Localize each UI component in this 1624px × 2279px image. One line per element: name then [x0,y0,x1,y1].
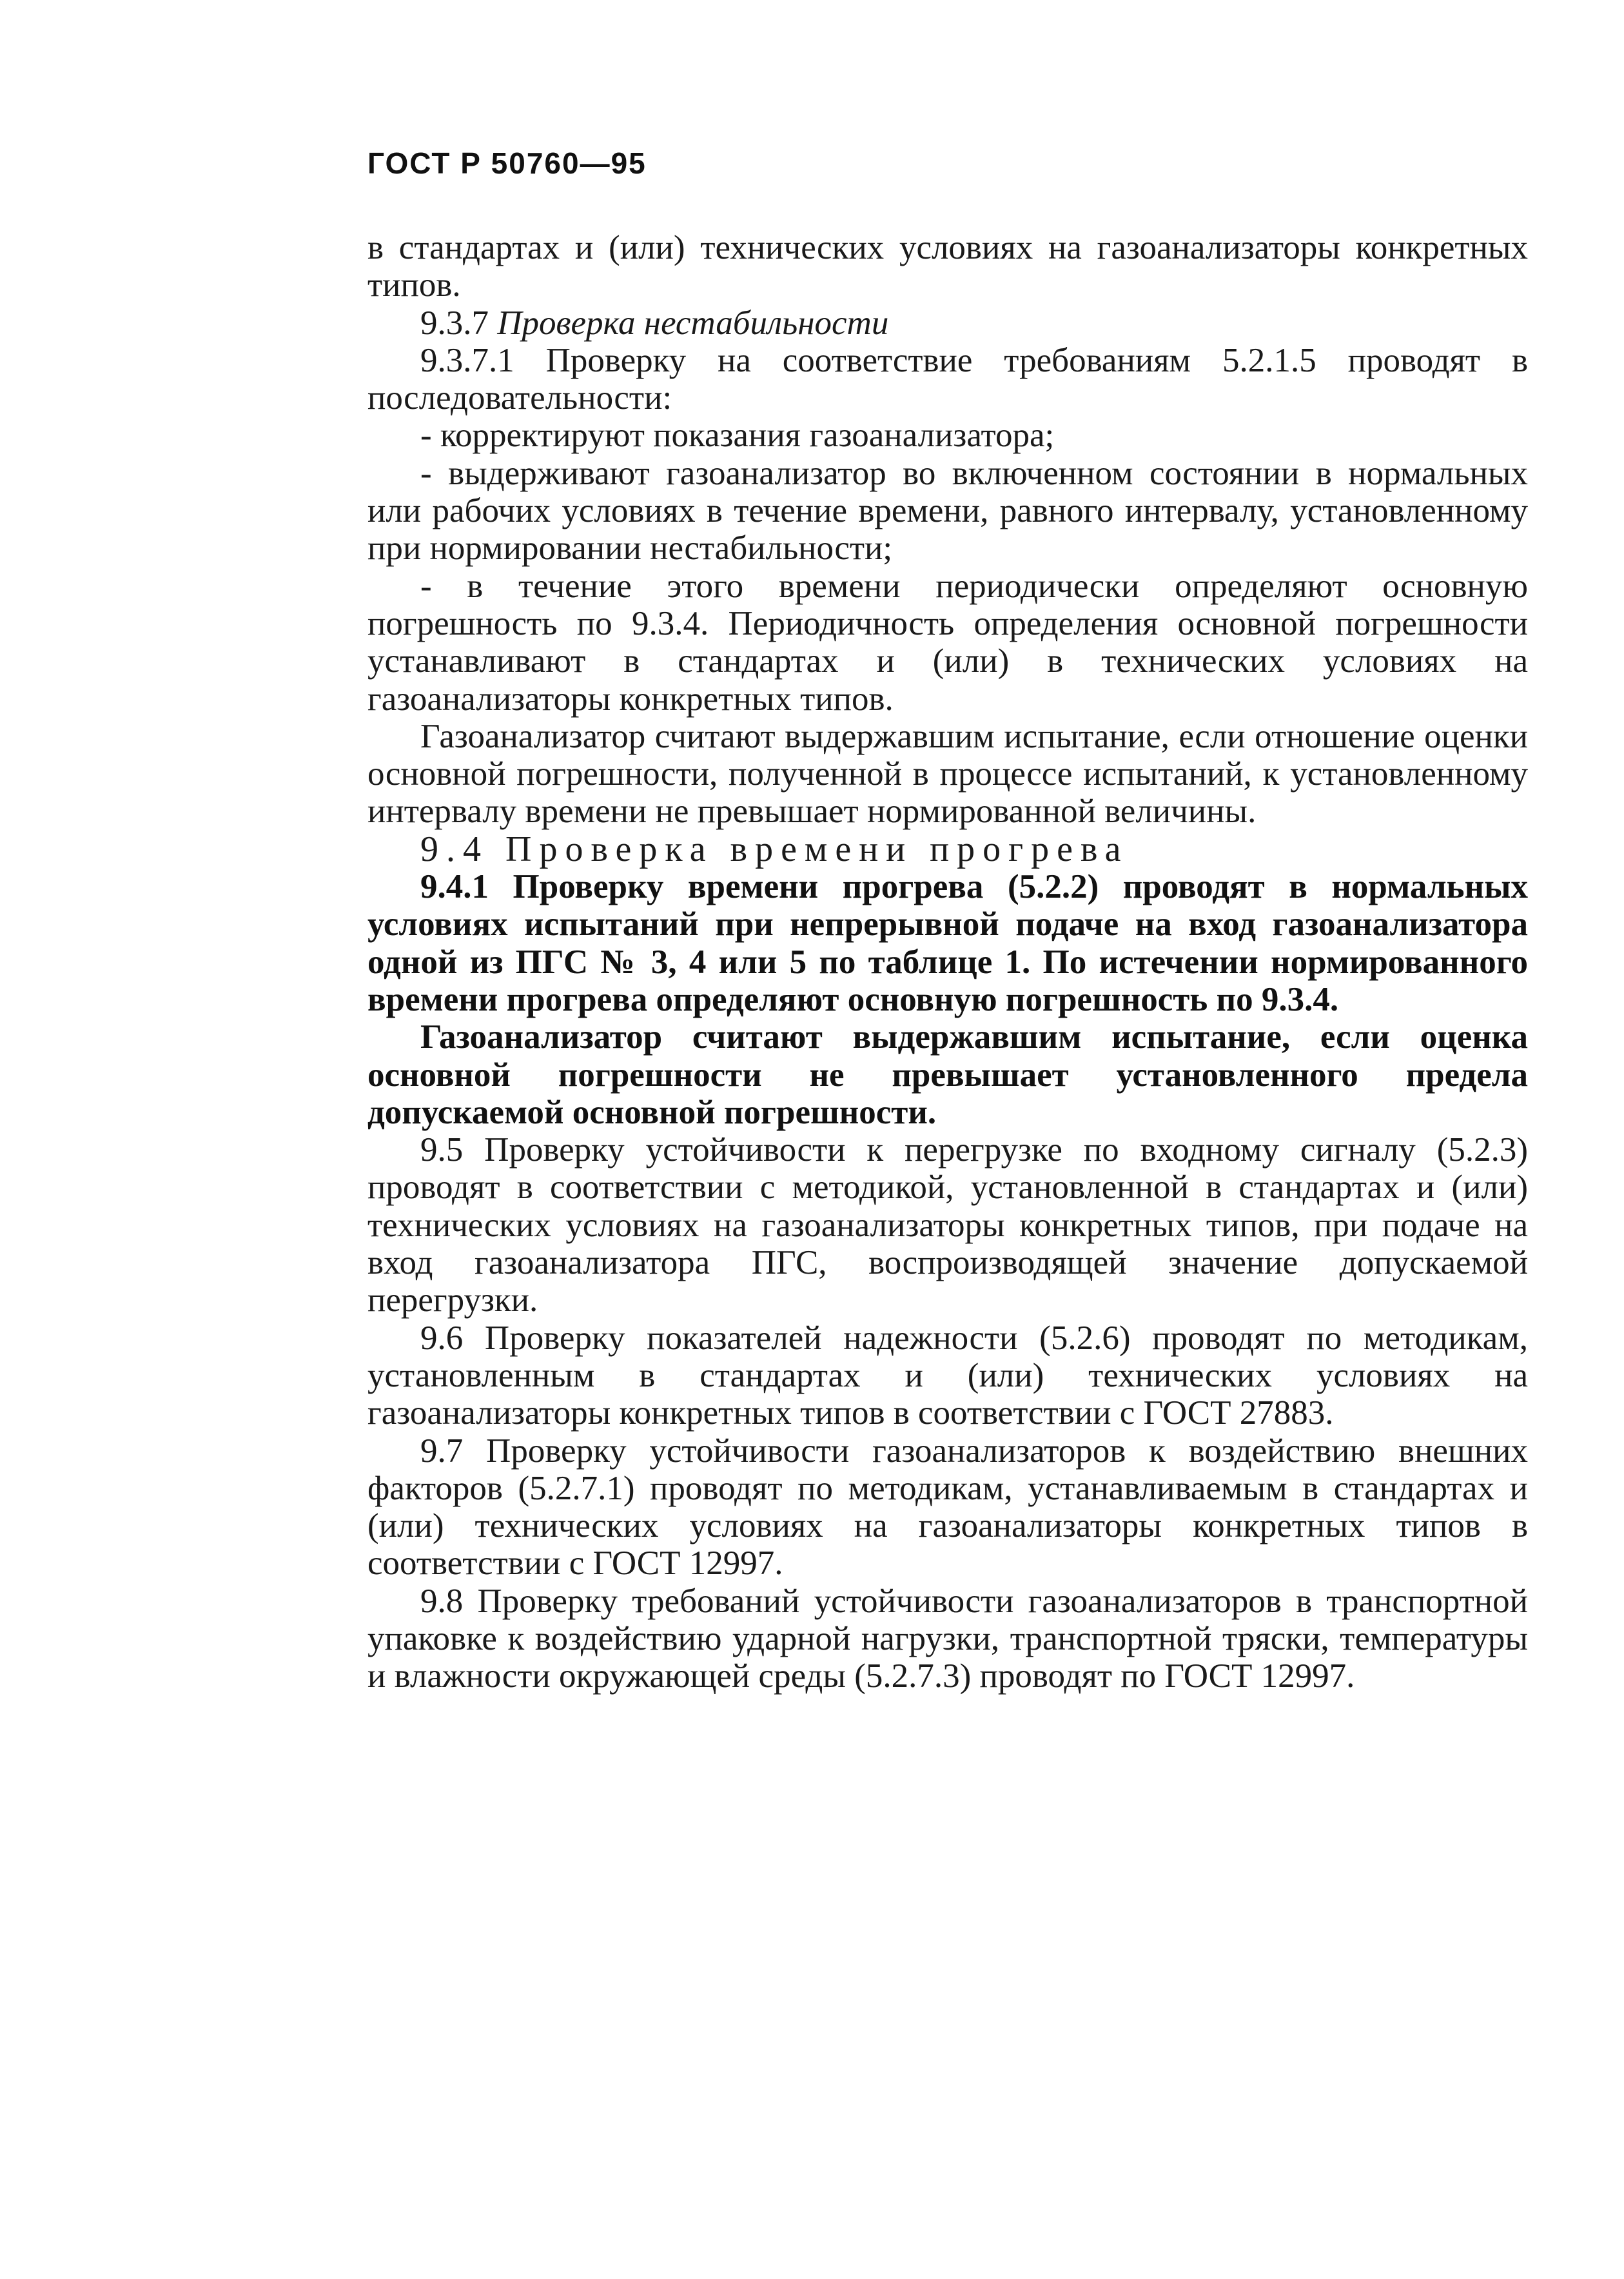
list-item-correct: - корректируют показания газоанализатора; [420,417,1055,455]
list-item-hold: - выдерживают газоанализатор во включенном состоянии в нормальных или рабочих условиях в течение времени, равного интервалу, установленному при нормировании нестабильности; [367,454,1528,567]
subsection-heading-9-3-7 [367,304,1528,342]
section-heading-9-4 [367,831,1528,868]
paragraph-warmup-result: Газоанализатор считают выдержавшим испытание, если оценка основной погрешности не превышает установленного предела допускаемой основной погрешности. [367,1018,1528,1131]
paragraph-continuation: в стандартах и (или) технических условиях на газоанализаторы конкретных типов. [367,229,1528,304]
subsection-title: Проверка нестабильности [497,304,889,342]
page-header: ГОСТ Р 50760—95 [367,146,647,180]
subsection-number: 9.3.7 [420,304,489,342]
list-item-periodic: - в течение этого времени периодически определяют основную погрешность по 9.3.4. Периодичность определения основной погрешности устанавливают в стандартах и (или) в технических условиях на газоанализаторы конкретных типов. [367,567,1528,718]
paragraph-9-3-7-1: 9.3.7.1 Проверку на соответствие требованиям 5.2.1.5 проводят в последовательности: [367,341,1528,417]
paragraph-instability-result: Газоанализатор считают выдержавшим испытание, если отношение оценки основной погрешности, полученной в процессе испытаний, к установленному интервалу времени не превышает нормированной величины. [367,717,1528,831]
paragraph-9-8: 9.8 Проверку требований устойчивости газоанализаторов в транспортной упаковке к воздействию ударной нагрузки, транспортной тряски, температуры и влажности окружающей среды (5.2.7.3) проводят по ГОСТ 12997. [367,1582,1528,1695]
paragraph-9-4-1: 9.4.1 Проверку времени прогрева (5.2.2) проводят в нормальных условиях испытаний при непрерывной подаче на вход газоанализатора одной из ПГС № 3, 4 или 5 по таблице 1. По истечении нормированного времени прогрева определяют основную погрешность по 9.3.4. [367,868,1528,1018]
paragraph-9-6: 9.6 Проверку показателей надежности (5.2.6) проводят по методикам, установленным в стандартах и (или) технических условиях на газоанализаторы конкретных типов в соответствии с ГОСТ 27883. [367,1319,1528,1432]
section-title: Проверка времени прогрева [505,829,1129,869]
document-body [367,229,1528,1695]
paragraph-9-7: 9.7 Проверку устойчивости газоанализаторов к воздействию внешних факторов (5.2.7.1) проводят по методикам, устанавливаемым в стандартах и (или) технических условиях на газоанализаторы конкретных типов в соответствии с ГОСТ 12997. [367,1432,1528,1583]
paragraph-9-5: 9.5 Проверку устойчивости к перегрузке по входному сигналу (5.2.3) проводят в соответствии с методикой, установленной в стандартах и (или) технических условиях на газоанализаторы конкретных типов, при подаче на вход газоанализатора ПГС, воспроизводящей значение допускаемой перегрузки. [367,1131,1528,1319]
section-number: 9.4 [420,829,489,869]
